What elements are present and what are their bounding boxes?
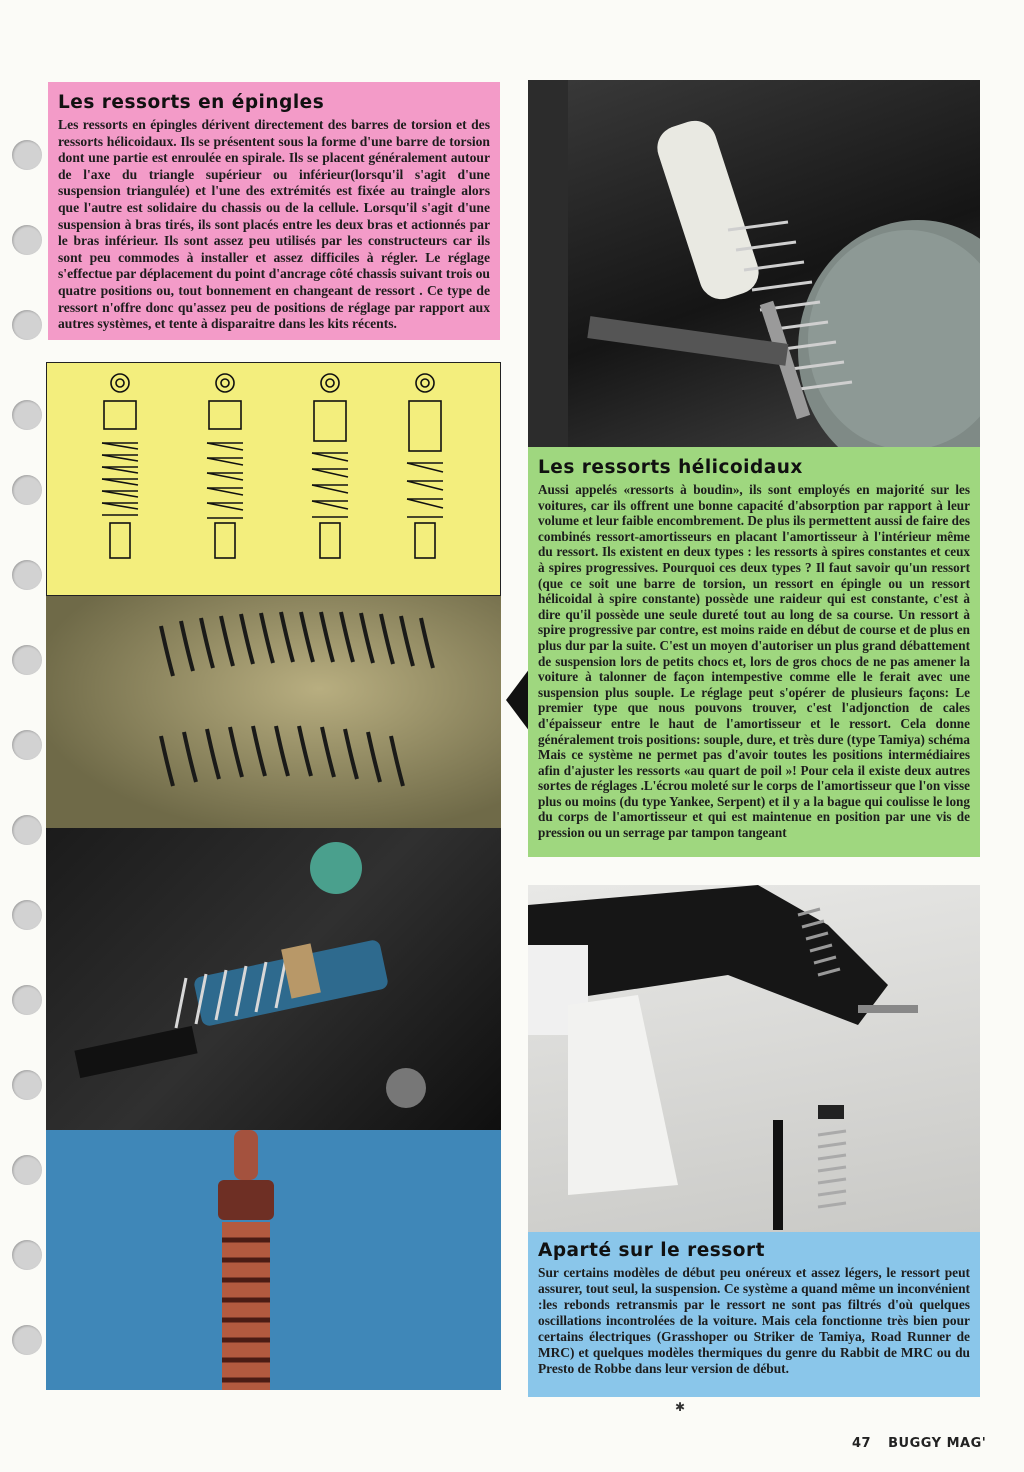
binder-hole — [12, 140, 42, 170]
section-title: Les ressorts hélicoidaux — [538, 457, 803, 478]
binder-hole — [12, 1325, 42, 1355]
section-body: Aussi appelés «ressorts à boudin», ils sont employés en majorité sur les voitures, car ils offrent une bonne capacité d'absorption par rapport à leur volume et leur faible encombrement. De plus ils permettent aussi de faire des combinés ressort-amortisseurs en placant l'amortisseur à l'intérieur même du ressort. Ils existent en deux types : les ressorts à spires constantes et ceux à spires progressives. Pourquoi ces deux types ? Il faut savoir qu'un ressort (que ce soit une barre de torsion, un ressort en épingle ou un ressort hélicoidal à spire constante) possède une raideur qui est constante, c'est à dire qu'il possède une seule dureté tout au long de sa course. Un ressort à spire progressive par contre, est moins raide en début de course et de plus en plus dur par la suite. C'est un moyen d'autoriser un plus grand débattement de suspension lors de petits chocs et, lors de gros chocs de ne pas amener la voiture à talonner de façon intempestive comme elle le ferait avec une suspension plus souple. Le réglage peut s'opérer de plusieurs façons: Le premier type que nous pouvons trouver, c'est l'adjonction de cales d'épaisseur entre le haut de l'amortisseur et le ressort. Cela donne généralement trois positions: souple, dure, et très dure (type Tamiya) schéma Mais ce système ne permet pas d'avoir toutes les positions intermédiaires afin d'ajuster les ressorts «au quart de poil »! Pour cela il existe deux autres sortes de réglages .L'écrou moleté sur le corps de l'amortisseur que l'on visse plus ou moins (du type Yankee, Serpent) et il y a la bague qui coulisse le long du corps de l'amortisseur et qui est maintenue en position par une vis de pression ou un serrage par tampon tangeant — [538, 482, 970, 841]
section-pin-springs — [48, 82, 500, 340]
section-title: Les ressorts en épingles — [58, 92, 325, 113]
section-title: Aparté sur le ressort — [538, 1240, 765, 1261]
photo-shock-absorber-white — [528, 80, 980, 447]
binder-hole — [12, 1240, 42, 1270]
section-helical-springs — [528, 447, 980, 857]
binder-hole — [12, 225, 42, 255]
page-number: 47 — [852, 1436, 872, 1451]
binder-hole — [12, 475, 42, 505]
binder-hole — [12, 815, 42, 845]
page-footer — [852, 1436, 986, 1451]
binder-hole — [12, 310, 42, 340]
end-mark: ✱ — [675, 1400, 686, 1414]
binder-hole — [12, 1070, 42, 1100]
photo-copper-shock — [46, 1130, 501, 1390]
pointer-arrow — [506, 668, 530, 732]
section-body: Les ressorts en épingles dérivent directement des barres de torsion et des ressorts hélicoidaux. Ils se présentent sous la forme d'une barre de torsion dont une partie est enroulée en spirale. Ils se placent généralement autour de l'axe du triangle supérieur ou inférieur(lorsqu'il s'agit d'une suspension triangulée) et l'une des extrémités est fixée au traingle alors que l'autre est solidaire du chassis ou de la cellule. Lorsqu'il s'agit d'une suspension à bras tirés, ils sont placés entre les deux bras et actionnés par le bras inférieur. Ils sont assez peu utilisés par les constructeurs car ils sont peu commodes à installer et assez difficiles à régler. Le réglage s'effectue par déplacement du point d'ancrage côté chassis suivant trois ou quatre positions ou, tout bonnement en changeant de ressort . Ce type de ressort n'offre donc qu'assez peu de positions de réglage par rapport aux autres systèmes, et tente à disparaitre dans les kits récents. — [58, 117, 490, 332]
section-aside-spring — [528, 1232, 980, 1397]
photo-two-springs — [46, 596, 501, 828]
diagram-spring-shocks — [46, 362, 501, 596]
binder-hole — [12, 985, 42, 1015]
binder-hole — [12, 560, 42, 590]
binder-hole — [12, 1155, 42, 1185]
binder-hole — [12, 900, 42, 930]
photo-blue-shock-chassis — [46, 828, 501, 1130]
binder-hole — [12, 645, 42, 675]
photo-suspension-arm-spring — [528, 885, 980, 1232]
magazine-name: BUGGY MAG' — [888, 1436, 987, 1451]
section-body: Sur certains modèles de début peu onéreux et assez légers, le ressort peut assurer, tout seul, la suspension. Ce système a quand même un inconvénient :les rebonds retransmis par le ressort ne sont pas filtrés d'où quelques oscillations incontrolées de la voiture. Mais cela fonctionne très bien pour certains électriques (Grasshoper ou Striker de Tamiya, Road Runner de MRC) et quelques modèles thermiques du genre du Rabbit de MRC ou du Presto de Robbe dans leur version de début. — [538, 1265, 970, 1376]
binder-hole — [12, 400, 42, 430]
binder-hole — [12, 730, 42, 760]
